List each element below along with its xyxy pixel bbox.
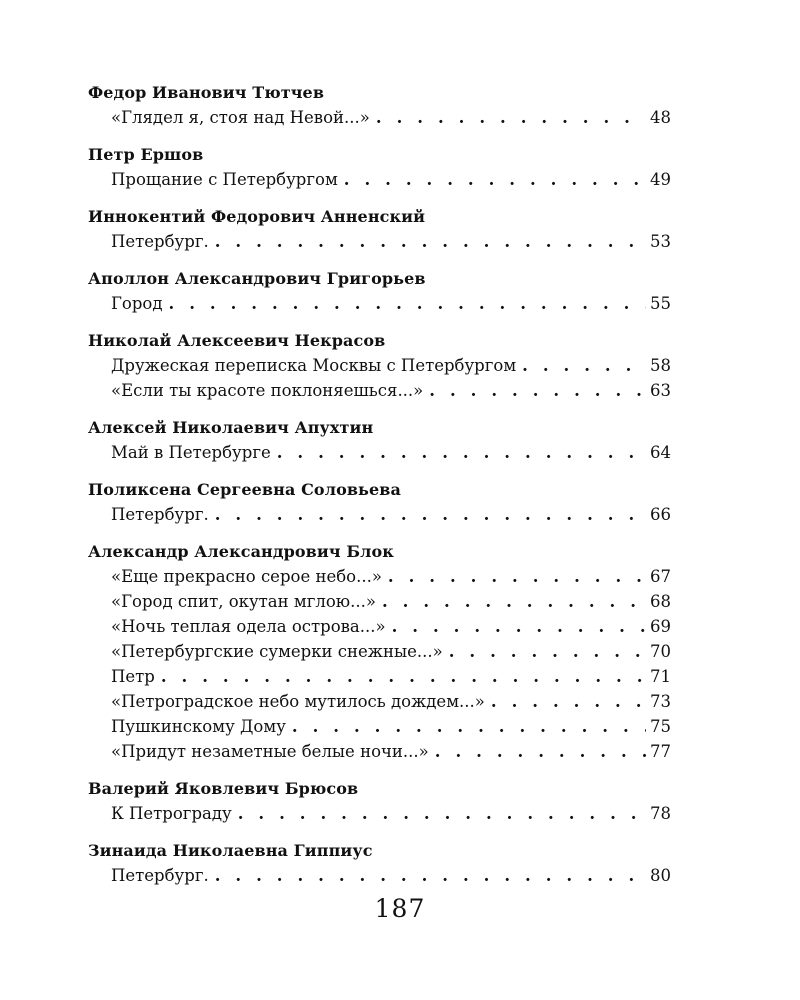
- author-heading: Иннокентий Федорович Анненский: [88, 207, 426, 226]
- entry-page-number: 71: [650, 667, 671, 686]
- dot-leader: [392, 614, 646, 639]
- entry-page-number: 63: [650, 381, 671, 400]
- dot-leader: [215, 502, 646, 527]
- toc-entry: [88, 614, 671, 639]
- toc-entry: [88, 502, 671, 527]
- entry-page-number: 55: [650, 294, 671, 313]
- entry-title: Петербург.: [111, 866, 209, 885]
- entry-title: Город: [111, 294, 163, 313]
- entry-page-number: 48: [650, 108, 671, 127]
- dot-leader: [491, 689, 646, 714]
- entry-page-number: 73: [650, 692, 671, 711]
- toc-entry: [88, 689, 671, 714]
- entry-title: Петербург.: [111, 505, 209, 524]
- toc-entry: [88, 739, 671, 764]
- toc-entry: [88, 863, 671, 888]
- toc-entry: [88, 440, 671, 465]
- entry-page-number: 49: [650, 170, 671, 189]
- dot-leader: [169, 291, 646, 316]
- author-heading: Федор Иванович Тютчев: [88, 83, 325, 102]
- entry-title: Дружеская переписка Москвы с Петербургом: [111, 356, 517, 375]
- dot-leader: [429, 378, 646, 403]
- toc-entry: [88, 378, 671, 403]
- toc-entry: [88, 564, 671, 589]
- author-section: [88, 477, 671, 527]
- author-section: [88, 838, 671, 888]
- author-section: [88, 415, 671, 465]
- author-section: [88, 776, 671, 826]
- dot-leader: [522, 353, 646, 378]
- entry-title: Петербург.: [111, 232, 209, 251]
- dot-leader: [382, 589, 646, 614]
- author-heading: Алексей Николаевич Апухтин: [88, 418, 374, 437]
- entry-title: «Придут незаметные белые ночи...»: [111, 742, 429, 761]
- toc-entry: [88, 353, 671, 378]
- dot-leader: [161, 664, 646, 689]
- toc-entry: [88, 664, 671, 689]
- author-heading: Николай Алексеевич Некрасов: [88, 331, 386, 350]
- entry-page-number: 69: [650, 617, 671, 636]
- dot-leader: [215, 229, 646, 254]
- dot-leader: [376, 105, 646, 130]
- toc-entry: [88, 291, 671, 316]
- entry-title: «Глядел я, стоя над Невой...»: [111, 108, 370, 127]
- dot-leader: [238, 801, 646, 826]
- entry-page-number: 75: [650, 717, 671, 736]
- entry-title: «Петроградское небо мутилось дождем...»: [111, 692, 485, 711]
- author-heading: Поликсена Сергеевна Соловьева: [88, 480, 401, 499]
- entry-page-number: 68: [650, 592, 671, 611]
- entry-title: К Петрограду: [111, 804, 232, 823]
- author-heading: Валерий Яковлевич Брюсов: [88, 779, 359, 798]
- author-heading: Петр Ершов: [88, 145, 204, 164]
- entry-page-number: 66: [650, 505, 671, 524]
- author-section: [88, 328, 671, 403]
- toc-entry: [88, 167, 671, 192]
- dot-leader: [215, 863, 646, 888]
- entry-title: «Еще прекрасно серое небо...»: [111, 567, 382, 586]
- entry-title: «Петербургские сумерки снежные...»: [111, 642, 443, 661]
- dot-leader: [435, 739, 646, 764]
- entry-page-number: 58: [650, 356, 671, 375]
- dot-leader: [344, 167, 646, 192]
- toc-entry: [88, 639, 671, 664]
- author-section: [88, 539, 671, 764]
- dot-leader: [388, 564, 646, 589]
- entry-page-number: 77: [650, 742, 671, 761]
- toc-entry: [88, 105, 671, 130]
- author-section: [88, 80, 671, 130]
- entry-page-number: 53: [650, 232, 671, 251]
- entry-title: Пушкинскому Дому: [111, 717, 286, 736]
- toc-entry: [88, 589, 671, 614]
- page-number: 187: [374, 894, 426, 923]
- entry-title: Петр: [111, 667, 155, 686]
- entry-title: «Город спит, окутан мглою...»: [111, 592, 376, 611]
- author-section: [88, 266, 671, 316]
- entry-title: «Если ты красоте поклоняешься...»: [111, 381, 424, 400]
- author-heading: Александр Александрович Блок: [88, 542, 394, 561]
- entry-page-number: 78: [650, 804, 671, 823]
- dot-leader: [277, 440, 646, 465]
- entry-page-number: 67: [650, 567, 671, 586]
- dot-leader: [292, 714, 646, 739]
- toc-entry: [88, 229, 671, 254]
- toc-entry: [88, 714, 671, 739]
- entry-title: Прощание с Петербургом: [111, 170, 338, 189]
- dot-leader: [449, 639, 646, 664]
- author-section: [88, 204, 671, 254]
- author-heading: Аполлон Александрович Григорьев: [88, 269, 426, 288]
- toc-entry: [88, 801, 671, 826]
- entry-page-number: 64: [650, 443, 671, 462]
- entry-page-number: 80: [650, 866, 671, 885]
- table-of-contents: [88, 80, 671, 900]
- entry-title: «Ночь теплая одела острова...»: [111, 617, 386, 636]
- entry-page-number: 70: [650, 642, 671, 661]
- author-section: [88, 142, 671, 192]
- author-heading: Зинаида Николаевна Гиппиус: [88, 841, 373, 860]
- entry-title: Май в Петербурге: [111, 443, 271, 462]
